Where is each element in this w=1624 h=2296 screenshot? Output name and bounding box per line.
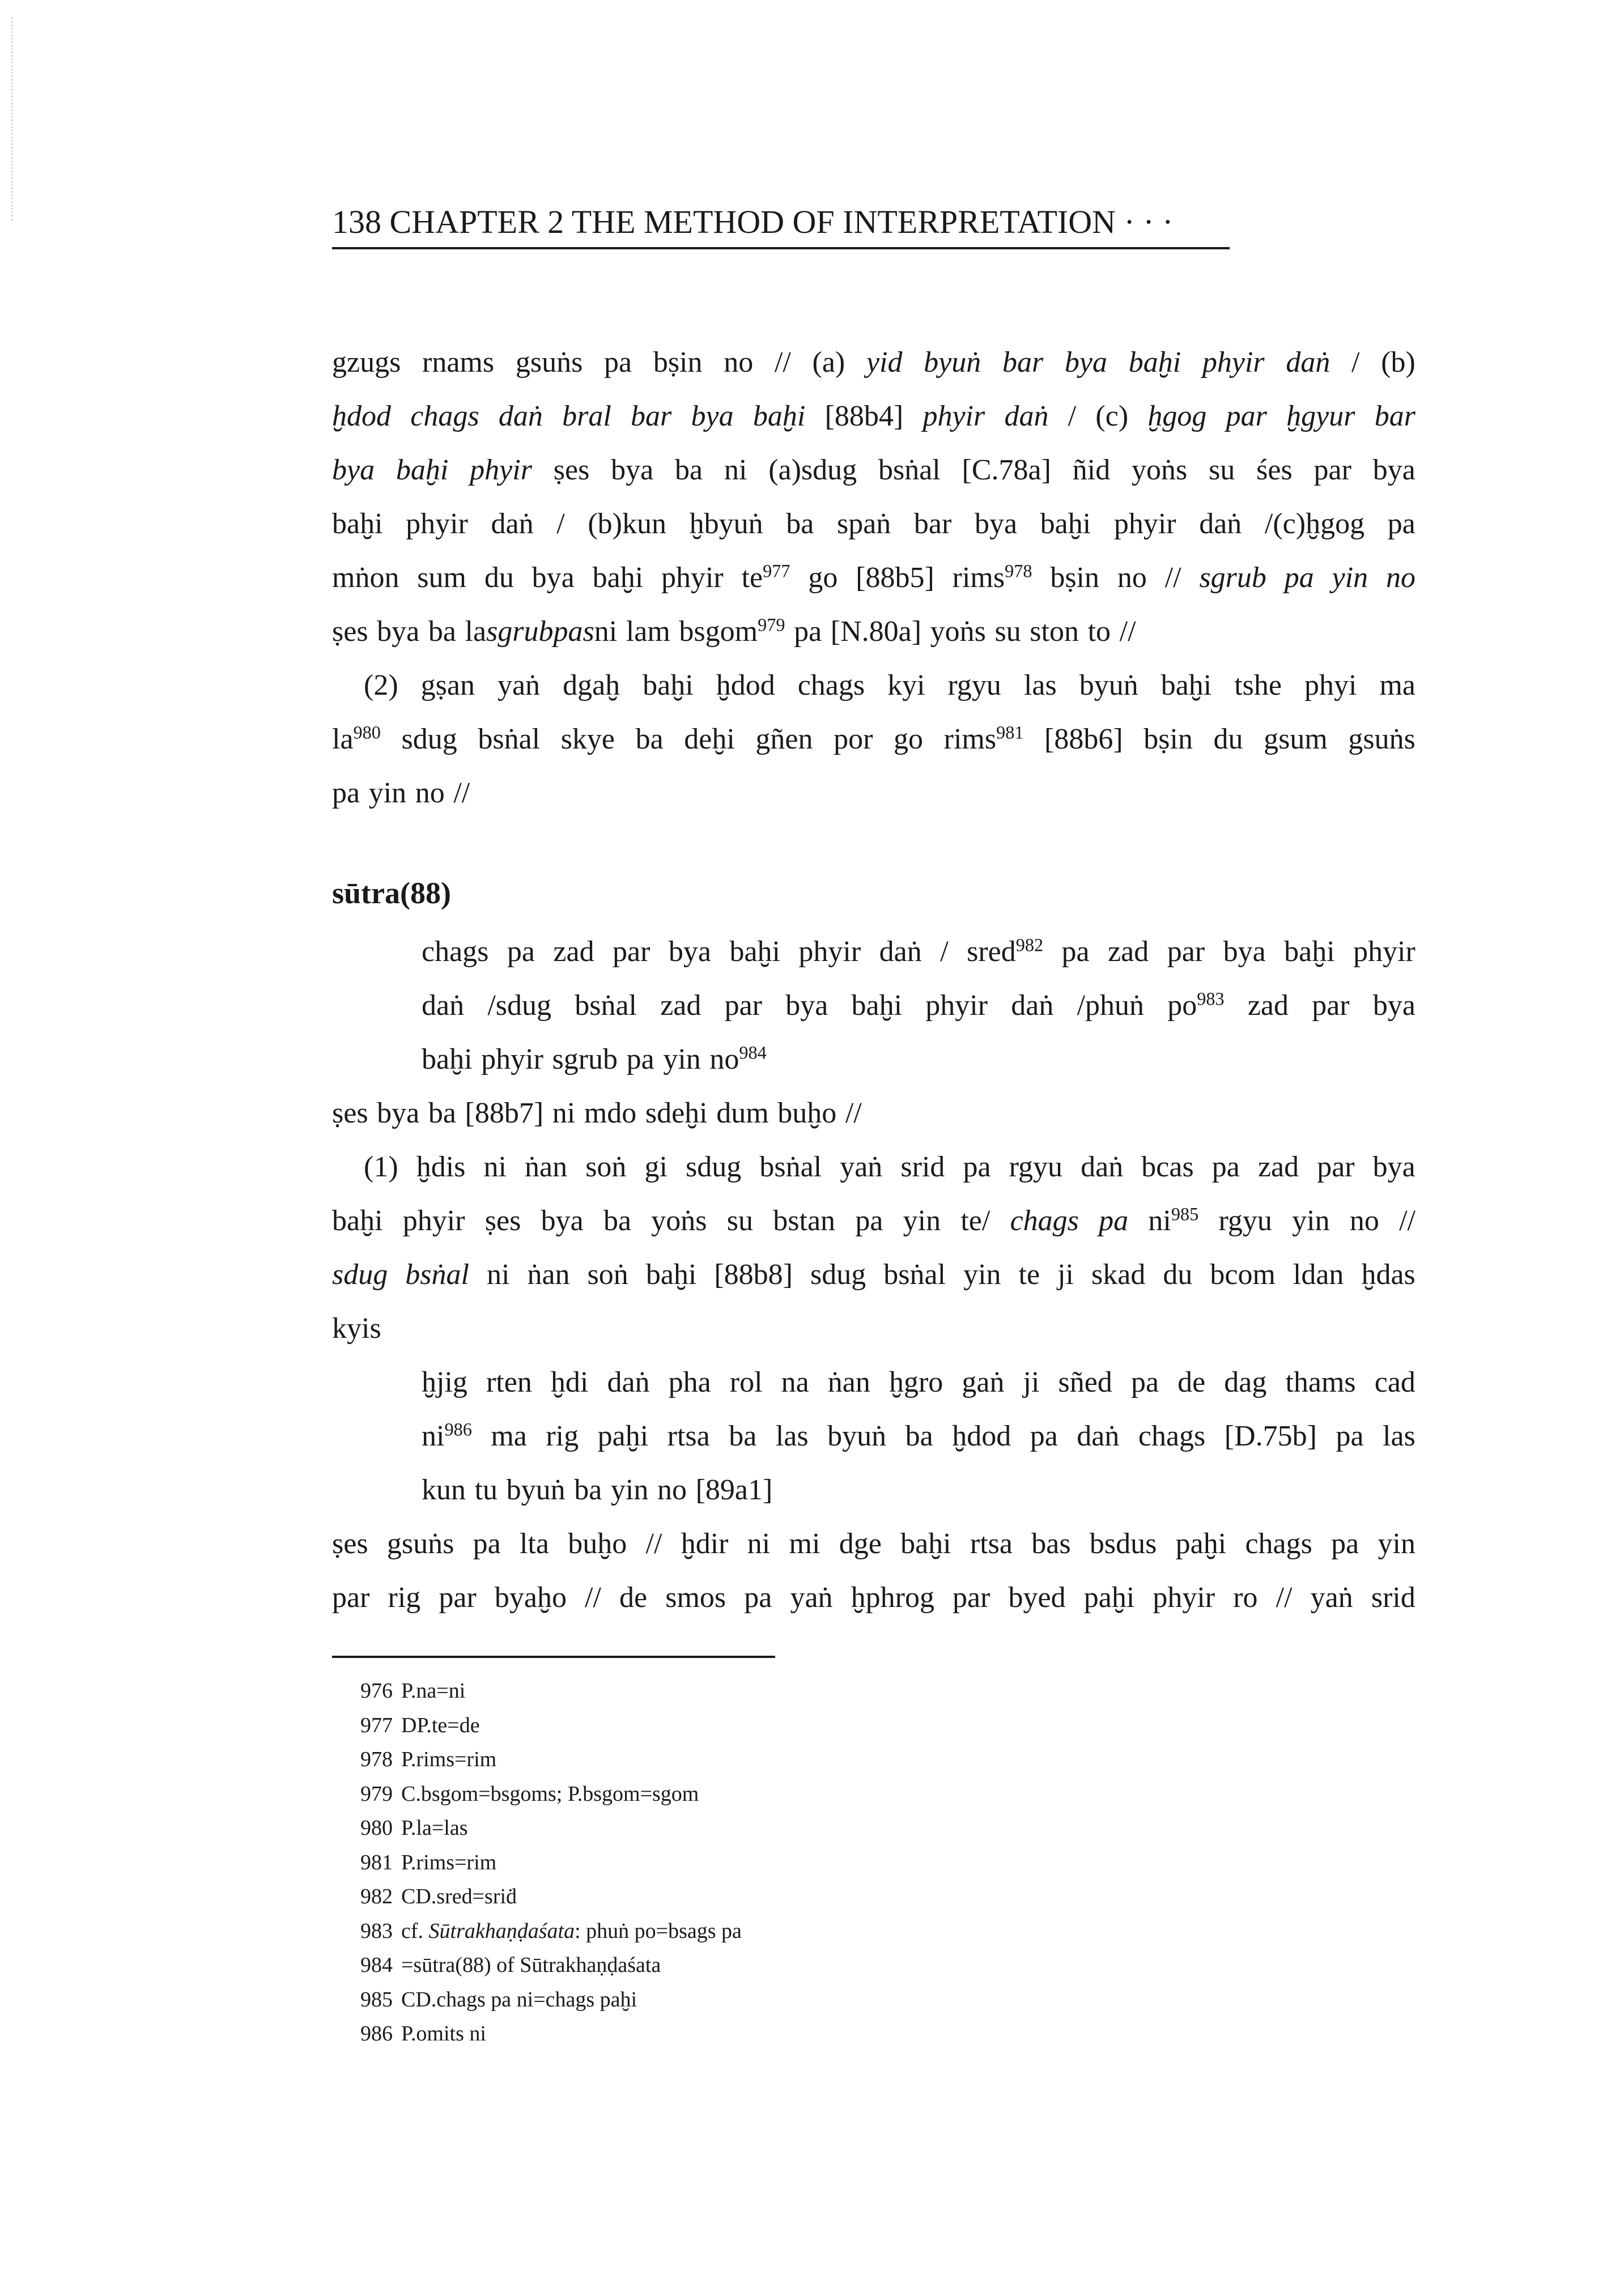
text-line: ṣes bya ba la sgrub pas ni lam bsgom$^{979}$ pa [N.80a] yoṅs su ston to // bbox=[332, 614, 1136, 648]
text-line: kun tu byuṅ ba yin no [89a1] bbox=[422, 1474, 773, 1506]
text-line: par rig par byaḫo // de smos pa yaṅ ḫphrog par byed paḫi phyir ro // yaṅ srid bbox=[332, 1581, 1415, 1614]
scan-artifact bbox=[11, 17, 22, 221]
text-line: ḫdod chags daṅ bral bar bya baḫi [88b4] phyir daṅ / (c) ḫgog par ḫgyur bar bbox=[332, 400, 1415, 432]
section-heading: sūtra(88) bbox=[332, 876, 451, 910]
text-line: ṣes gsuṅs pa lta buḫo // ḫdir ni mi dge baḫi rtsa bas bsdus paḫi chags pa yin bbox=[332, 1528, 1415, 1560]
footnote: 978 P.rims=rim bbox=[360, 1747, 497, 1771]
footnote: 984 =sūtra(88) of Sūtrakhaṇḍaśata bbox=[360, 1953, 661, 1977]
footnote: 981 P.rims=rim bbox=[360, 1850, 497, 1874]
footnote: 977 DP.te=de bbox=[360, 1713, 480, 1737]
text-line: mṅon sum du bya baḫi phyir $te^{977}$ go [88b5] rims$^{978}$ bṣin no // sgrub pa yin no bbox=[332, 560, 1415, 594]
text-line: $ni^{986}$ ma rig paḫi rtsa ba las byuṅ ba ḫdod pa daṅ chags [D.75b] pa las bbox=[422, 1419, 1415, 1452]
text-line: chags pa zad par bya baḫi phyir daṅ / sred$^{982}$ pa zad par bya baḫi phyir bbox=[422, 934, 1415, 968]
text-line: ḫjig rten ḫdi daṅ pha rol na ṅan ḫgro gaṅ ji sñed pa de dag thams cad bbox=[422, 1366, 1415, 1398]
text-line: bya baḫi phyir ṣes bya ba ni (a)sdug bsṅal [C.78a] ñid yoṅs su śes par bya bbox=[332, 454, 1415, 486]
text-line: kyis bbox=[332, 1312, 381, 1345]
text-line: baḫi phyir sgrub pa yin $no^{984}$ bbox=[422, 1042, 767, 1075]
footnote: 983 cf. Sūtrakhaṇḍaśata: phuṅ po=bsags pa bbox=[360, 1919, 742, 1943]
text-line: daṅ /sdug bsṅal zad par bya baḫi phyir daṅ /phuṅ $po^{983}$ zad par bya bbox=[422, 988, 1415, 1022]
text-line: ṣes bya ba [88b7] ni mdo sdeḫi dum buḫo // bbox=[332, 1097, 862, 1129]
footnote: 976 P.na=ni bbox=[360, 1679, 466, 1703]
text-line: baḫi phyir daṅ / (b)kun ḫbyuṅ ba spaṅ bar bya baḫi phyir daṅ /(c)ḫgog pa bbox=[332, 508, 1415, 540]
footnote: 985 CD.chags pa ni=chags paḫi bbox=[360, 1987, 637, 2012]
main-text-block-2 bbox=[332, 925, 1415, 1625]
text-line: pa yin no // bbox=[332, 777, 470, 809]
text-line: (2) gṣan yaṅ dgaḫ baḫi ḫdod chags kyi rgyu las byuṅ baḫi tshe phyi ma bbox=[364, 669, 1415, 701]
text-line: gzugs rnams gsuṅs pa bṣin no // (a) yid byuṅ bar bya baḫi phyir daṅ / (b) bbox=[332, 346, 1415, 379]
main-text-block-1 bbox=[332, 335, 1415, 820]
footnote: 979 C.bsgom=bsgoms; P.bsgom=sgom bbox=[360, 1781, 699, 1806]
footnote: 986 P.omits ni bbox=[360, 2022, 486, 2046]
text-line: (1) ḫdis ni ṅan soṅ gi sdug bsṅal yaṅ srid pa rgyu daṅ bcas pa zad par bya bbox=[364, 1151, 1415, 1183]
text-line: sdug bsṅal ni ṅan soṅ baḫi [88b8] sdug bsṅal yin te ji skad du bcom ldan ḫdas bbox=[332, 1258, 1415, 1291]
footnote: 980 P.la=las bbox=[360, 1816, 468, 1840]
running-header: 138 CHAPTER 2 THE METHOD OF INTERPRETATION · · · bbox=[332, 199, 1230, 249]
footnote-separator bbox=[332, 1656, 775, 1658]
footnote: 982 CD.sred=sriḋ bbox=[360, 1885, 517, 1908]
text-line: $la^{980}$ sdug bsṅal skye ba deḫi gñen por go rims$^{981}$ [88b6] bṣin du gsum gsuṅs bbox=[332, 722, 1415, 755]
text-line: baḫi phyir ṣes bya ba yoṅs su bstan pa yin te/ chags pa $ni^{985}$ rgyu yin no // bbox=[332, 1204, 1415, 1237]
footnotes bbox=[360, 1674, 742, 2051]
